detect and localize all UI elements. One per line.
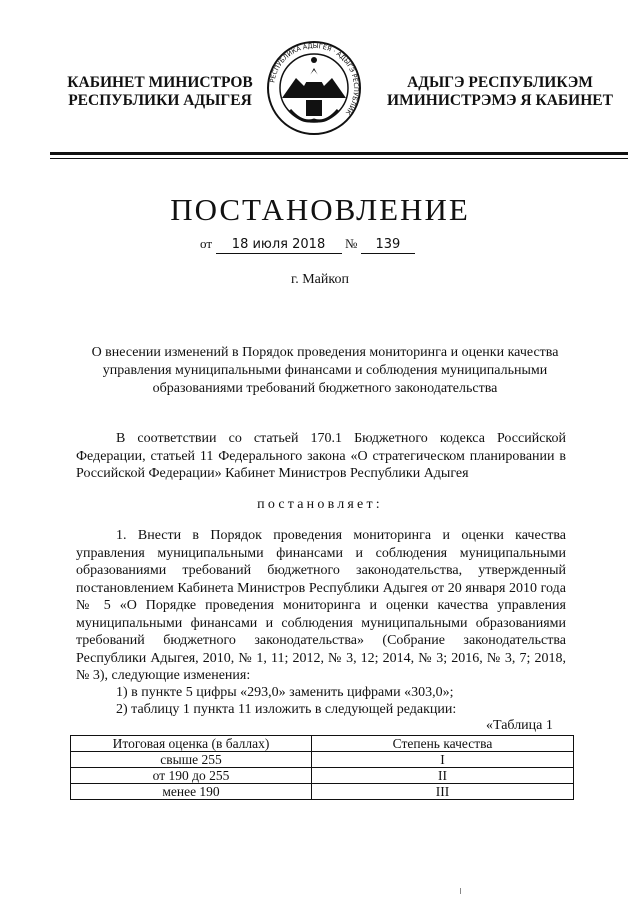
table-cell-score: менее 190 — [71, 784, 312, 800]
issuer-line-1: КАБИНЕТ МИНИСТРОВ — [67, 74, 253, 91]
resolve-word: постановляет: — [257, 497, 383, 512]
issuer-header-adyghe — [380, 74, 620, 110]
issuer-line-2: РЕСПУБЛИКИ АДЫГЕЯ — [68, 92, 252, 109]
document-subject: О внесении изменений в Порядок проведения мониторинга и оценки качества управления муниципальными финансами и соблюдения муниципальными образованиями требований бюджетного законодательства — [91, 345, 559, 396]
document-number: 139 — [361, 237, 415, 254]
emblem-ring-text: РЕСПУБЛИКА АДЫГЕЯ · АДЫГЭ РЕСПУБЛИК — [268, 41, 361, 117]
table-cell-quality: III — [312, 784, 574, 800]
table-row — [71, 784, 574, 800]
issuer-line-2-adyghe: ИМИНИСТРЭМЭ Я КАБИНЕТ — [387, 92, 613, 109]
table-header-quality: Степень качества — [312, 736, 574, 752]
item-1-paragraph: 1. Внести в Порядок проведения мониторинга и оценки качества управления муниципальными финансами и соблюдения муниципальными образованиями требований бюджетного законодательства, утвержденный постановлением Кабинета Министров Республики Адыгея от 20 января 2010 года № 5 «О Порядке проведения мониторинга и оценки качества управления муниципальными финансами и соблюдения муниципальными образованиями требований бюджетного законодательства» (Собрание законодательства Республики Адыгея, 2010, № 1, 11; 2012, № 3, 12; 2014, № 3; 2016, № 3, 7; 2018, № 3), следующие изменения: — [76, 528, 566, 683]
table-cell-score: от 190 до 255 — [71, 768, 312, 784]
number-label: № — [345, 236, 358, 251]
scan-artifact — [460, 888, 461, 894]
date-label: от — [200, 236, 213, 251]
table-caption: «Таблица 1 — [486, 718, 553, 733]
table-cell-quality: II — [312, 768, 574, 784]
table-cell-score: свыше 255 — [71, 752, 312, 768]
table-header-score: Итоговая оценка (в баллах) — [71, 736, 312, 752]
coat-of-arms-emblem — [266, 34, 362, 142]
header-rule-thick — [50, 152, 628, 155]
subitem-2: 2) таблицу 1 пункта 11 изложить в следующей редакции: — [116, 702, 457, 717]
header-rule-thin — [50, 158, 628, 159]
issuer-line-1-adyghe: АДЫГЭ РЕСПУБЛИКЭМ — [407, 74, 593, 91]
document-date: 18 июля 2018 — [216, 237, 342, 254]
subitem-1: 1) в пункте 5 цифры «293,0» заменить цифрами «303,0»; — [116, 685, 454, 700]
issuer-header-russian — [60, 74, 260, 110]
quality-table — [70, 735, 574, 800]
document-title: ПОСТАНОВЛЕНИЕ — [170, 192, 470, 227]
table-row — [71, 768, 574, 784]
table-cell-quality: I — [312, 752, 574, 768]
table-header-row — [71, 736, 574, 752]
issue-city: г. Майкоп — [291, 272, 349, 287]
date-number-line — [200, 236, 440, 254]
table-row — [71, 752, 574, 768]
preamble-paragraph: В соответствии со статьей 170.1 Бюджетного кодекса Российской Федерации, статьей 11 Федерального закона «О стратегическом планировании в Российской Федерации» Кабинет Министров Республики Адыгея — [76, 431, 566, 481]
